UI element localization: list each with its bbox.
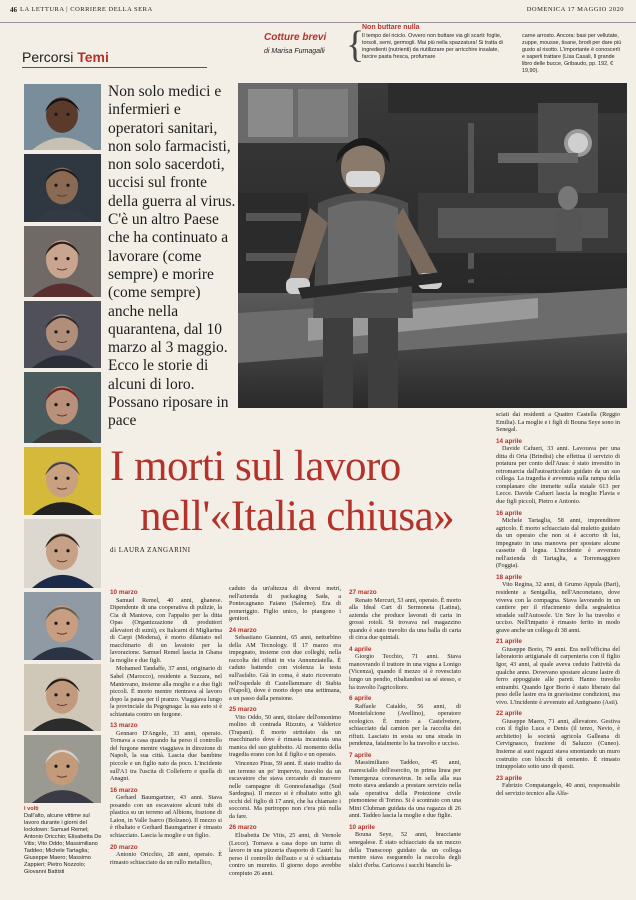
entry-text: Raffaele Cataldo, 56 anni, di Montefalcione (Avellino), operatore ecologico. È morto a Castelvetere, schiacciato dal camion per la raccolta dei rifiuti. Lasciato in sosta su una strada in pendenza, fatalmente lo ha travolto e ucciso. bbox=[349, 702, 461, 748]
entry-text: Giuseppe Borio, 79 anni. Era nell'officina del laboratorio artigianale di carpenteria con il figlio Igor, 43 anni, al quale aveva ceduto l'attività da qualche anno. Dovevano spostare alcune lastre di ferro appoggiate alle pareti. Hanno travolto entrambi. Quando Igor Borio è stato liberato dal peso delle lastre era in gravissime condizioni, ma vivo. L'incidente è avvenuto ad Antignano (Asti). bbox=[496, 645, 620, 706]
entry-date: 7 aprile bbox=[349, 751, 372, 759]
entry-text: sciati dai residenti a Quattro Castella (Reggio Emilia). La moglie e i figli di Bouna Seye sono in Senegal. bbox=[496, 411, 620, 434]
entry-text: Vito Oddo, 50 anni, titolare dell'omonimo molino di contrada Rizzuto, a Valderice (Trapani). È morto stritolato da un macchinario dove è rimasta incastrata una manica del suo giubbotto. Al momento della tragedia erano con lui il figlio e un operaio. bbox=[229, 713, 341, 759]
issue-date: DOMENICA 17 MAGGIO 2020 bbox=[526, 6, 624, 13]
entry-date: 24 marzo bbox=[229, 626, 257, 634]
entry-date: 14 aprile bbox=[496, 437, 522, 445]
face-8 bbox=[24, 592, 101, 660]
article-column-1 bbox=[110, 585, 222, 867]
face-1 bbox=[24, 84, 101, 150]
photo-caption bbox=[24, 806, 104, 876]
article-column-4 bbox=[496, 411, 620, 798]
portrait-image bbox=[24, 664, 101, 731]
article-column-2 bbox=[229, 585, 341, 878]
portrait-image bbox=[24, 592, 101, 660]
entry-date: 16 aprile bbox=[496, 509, 522, 517]
face-4 bbox=[24, 301, 101, 368]
entry-date: 22 aprile bbox=[496, 710, 522, 718]
entry-text: Giorgio Tecchio, 71 anni. Stava manovrando il trattore in una vigna a Lonigo (Vicenza), quando il mezzo si è rovesciato lungo un pendio, ribaltandosi su sé stesso, e ha travolto l'agricoltore. bbox=[349, 653, 461, 691]
intro-text: Non solo medici e infermieri e operatori sanitari, non solo farmacisti, non solo sacerdoti, uccisi sul fronte della guerra al virus. C'è un altro Paese che ha continuato a lavorare (come sempre) e morire (come sempre) anche nella quarantena, dal 10 marzo al 3 maggio. Ecco le storie di alcuni di loro. Possano riposare in pace bbox=[108, 83, 236, 430]
entry-text: Michele Tartaglia, 58 anni, imprenditore agricolo. È morto schiacciato dal muletto guidato da un operaio che non si è accorto di lui, impegnato in una manovra per spostare alcune cassette di legna. L'incidente è avvenuto nell'azienda di Tartaglia, a Torremaggiore (Foggia). bbox=[496, 517, 620, 570]
entry-text: Gerhard Baumgartner, 43 anni. Stava posando con un escavatore alcuni tubi di plastica su un terreno ad Albions, frazione di Laion, in Valle Isarco (Bolzano). Il mezzo si è ribaltato e Gerhard Baumgartner è rimasto schiacciato. Lascia la moglie e un figlio. bbox=[110, 794, 222, 839]
face-7 bbox=[24, 519, 101, 588]
recipe-author: di Marisa Fumagalli bbox=[264, 48, 325, 55]
recipe-text-1: Il tempo del riciclo. Ovvero non buttare via gli scarti: foglie, torsoli, semi, germogli. Mai più nella spazzatura! Si tratta di ingredienti (nutrienti) da riutilizzare per arricchire insalate, farcire pasta fresca, profumare bbox=[362, 33, 503, 60]
main-photo bbox=[238, 83, 627, 408]
recipe-column bbox=[260, 22, 626, 74]
entry-date: 20 marzo bbox=[110, 843, 138, 851]
entry-text: Antonio Oricchio, 28 anni, operaio. È rimasto schiacciato da un rullo metallico, bbox=[110, 851, 222, 866]
portrait-image bbox=[24, 447, 101, 515]
entry-text: Davide Cafueri, 33 anni. Lavorava per una ditta di Oria (Brindisi) che effettua il servizio di potatura per conto dell'Anas: è stato investito in retromarcia dall'autoarticolato guidato da un suo collega. La tragedia è avvenuta sulla rampa della complanare che immette sulla statale 613 per Lecce. Davide Cafueri lascia la moglie Flavia e due figli piccoli, Pietro e Antonio. bbox=[496, 445, 620, 506]
entry-date: 6 aprile bbox=[349, 695, 372, 703]
entry-date: 27 marzo bbox=[349, 589, 377, 596]
entry-text: Giuseppe Maero, 71 anni, allevatore. Gestiva con il figlio Luca e Denis (il terzo, Nevio, è architetto) la società agricola Galleana di Cervignasco, frazione di Saluzzo (Cuneo). Insieme ai suoi ragazzi stava smontando un muro costruito con blocchi di cemento. È rimasto intrappolato sotto uno di questi. bbox=[496, 717, 620, 771]
entry-text: Mohamed Tandaffe, 37 anni, originario di Sahel (Marocco), residente a Suzzara, nel Mantovano, insieme alla moglie e a due figli piccoli. È morto mentre rientrava al lavoro dopo la pausa per il pranzo. Viaggiava lungo la provinciale da Pegognaga: la sua auto si è schiantata contro un furgone. bbox=[110, 665, 222, 718]
section-rule bbox=[22, 67, 207, 68]
entry-text: Renato Mercuri, 53 anni, operaio. È morto alla Ideal Cart di Sermoneta (Latina), azienda che produce lavorati di carta in grossi rotoli. Si trovava nel magazzino quando è stato travolto da una balla di carta di circa due quintali. bbox=[349, 596, 461, 642]
portrait-image bbox=[24, 519, 101, 588]
entry-text: Elisabetta De Vitis, 25 anni, di Vernole (Lecce). Tornava a casa dopo un turno di lavoro in una pizzeria d'asporto di Castrì: ha perso il controllo dell'auto e si è schiantata contro un muretto. Il giorno dopo avrebbe compiuto 26 anni. bbox=[229, 831, 341, 877]
recipe-heading: Non buttare nulla bbox=[362, 24, 420, 31]
entry-text: Massimiliano Taddeo, 45 anni, maresciallo dell'esercito, in prima linea per l'emergenza coronavirus. In sella alla sua moto stava andando a prestare servizio nella sala operativa della Protezione civile piemontese di Torino. Si è scontrato con una Mini Clubman guidata da una ragazza di 26 anni. Taddeo lascia la moglie e due figlie. bbox=[349, 759, 461, 820]
caption-text: Dall'alto, alcune vittime sul lavoro durante i giorni del lockdown: Samuel Remel; Antonio Oricchio; Elisabetta De Vitis; Vito Oddo; Massimiliano Taddeo; Michele Tartaglia; Giuseppe Maero; Massimo Zappieri; Pietro Nozzolo; Giovanni Battisti bbox=[24, 813, 102, 875]
entry-date: 16 marzo bbox=[110, 786, 138, 794]
entry-text: Sebastiano Giannini, 65 anni, netturbino della AM Tecnology. Il 17 marzo era impegnato, insieme con due colleghi, nella raccolta dei rifiuti in via Annunziatella. È caduto battendo con violenza la testa sull'asfalto. Già in coma, è stato ricoverato nell'ospedale di Castellammare di Stabia (Napoli), dove è morto dopo una settimana, a un passo dalla pensione. bbox=[229, 634, 341, 702]
caption-label: I volti bbox=[24, 806, 39, 812]
entry-date: 26 marzo bbox=[229, 824, 257, 832]
entry-text: Samuel Remel, 40 anni, ghanese. Dipendente di una cooperativa di pulizie, la Cia di Mantova, con l'appalto per la ditta Opas (Organizzazione di produttori allevatori di suini), ex Italcarni di Migliarina di Carpi (Modena), è morto dilaniato nel macchinario di un lavatoio per la lavorazione. Samuel Remel lascia in Ghana la moglie e due figli. bbox=[110, 596, 222, 664]
entry-date: 21 aprile bbox=[496, 638, 522, 646]
page-number: 46 bbox=[10, 6, 17, 14]
byline: di LAURA ZANGARINI bbox=[110, 546, 191, 554]
section-label-a: Percorsi bbox=[22, 49, 74, 65]
face-9 bbox=[24, 664, 101, 731]
entry-text: Bouna Seye, 52 anni, bracciante senegalese. È stato schiacciato da un mezzo della Transcoop guidato da un collega mentre stava eseguendo la raccolta degli sfalci d'erba. Caricava i sacchi bianchi la- bbox=[349, 831, 461, 869]
face-5 bbox=[24, 372, 101, 443]
portrait-image bbox=[24, 735, 101, 803]
face-3 bbox=[24, 226, 101, 297]
face-6 bbox=[24, 447, 101, 515]
entry-text: Vito Regina, 32 anni, di Grumo Appula (Bari), residente a Senigallia, nell'Anconetano, dove viveva con la compagna. Stava lavorando in un cantiere per il rifacimento della segnaletica stradale sull'Autosole. Un Suv lo ha travolto e ucciso. Nell'impatto è rimasto ferito in modo grave anche un collega di 38 anni. bbox=[496, 581, 620, 634]
entry-date: 10 aprile bbox=[349, 823, 375, 831]
headline-line-2: nell'«Italia chiusa» bbox=[140, 493, 455, 540]
portrait-image bbox=[24, 301, 101, 368]
entry-date: 23 aprile bbox=[496, 774, 522, 782]
portrait-image bbox=[24, 84, 101, 150]
portrait-image bbox=[24, 372, 101, 443]
entry-text: caduto da un'altezza di diversi metri, nell'azienda di packaging Sada, a Pontecagnano Faiano (Salerno). Era di pomeriggio. Figlio unico, lo piangono i genitori. bbox=[229, 585, 341, 623]
face-10 bbox=[24, 735, 101, 803]
recipe-text-2: carne arrosto. Ancora: basi per vellutate, zuppe, mousse, tisane, brodi per dare più gusto al risotto. L'importante è conoscerli e saperli trattare (Lisa Casali, Il grande libro delle bucce, Gribaudo, pp. 192, € 19,90). bbox=[522, 33, 622, 74]
brace-decoration: { bbox=[346, 24, 365, 66]
entry-text: Fabrizio Compatangelo, 40 anni, responsabile del servizio tecnico alla Alfa- bbox=[496, 782, 620, 797]
section-label-b: Temi bbox=[77, 49, 109, 65]
entry-date: 10 marzo bbox=[110, 589, 138, 596]
entry-text: Gennaro D'Angelo, 33 anni, operaio. Tornava a casa quando ha perso il controllo del furgone mentre viaggiava in direzione di Napoli, la sua città. Lascia due bambine piccole e un figlio nato da poco. L'incidente sull'A1 tra l'uscita di Colleferro e quella di Anagni. bbox=[110, 729, 222, 783]
entry-date: 4 aprile bbox=[349, 645, 372, 653]
face-2 bbox=[24, 154, 101, 222]
entry-text: Vincenzo Piras, 59 anni. È stato tradito da un terreno un po' impervio, travolto da un escavatore che stava cercando di muovere nelle campagne di Gonnosfanadiga (Sud Sardegna). Il mezzo si è ribaltato sotto gli occhi del figlio di 17 anni, che ha chiamato i soccorsi. Ma purtroppo non c'era più nulla da fare. bbox=[229, 760, 341, 820]
section-label bbox=[22, 49, 109, 65]
recipe-title: Cotture brevi bbox=[264, 32, 327, 43]
worker-photo-image bbox=[238, 83, 627, 408]
entry-date: 25 marzo bbox=[229, 706, 257, 714]
headline-line-1: I morti sul lavoro bbox=[110, 443, 401, 490]
article-column-3 bbox=[349, 585, 461, 870]
portrait-image bbox=[24, 226, 101, 297]
entry-date: 13 marzo bbox=[110, 722, 138, 730]
entry-date: 18 aprile bbox=[496, 573, 522, 581]
portrait-image bbox=[24, 154, 101, 222]
publication-name: LA LETTURA | CORRIERE DELLA SERA bbox=[20, 6, 153, 13]
